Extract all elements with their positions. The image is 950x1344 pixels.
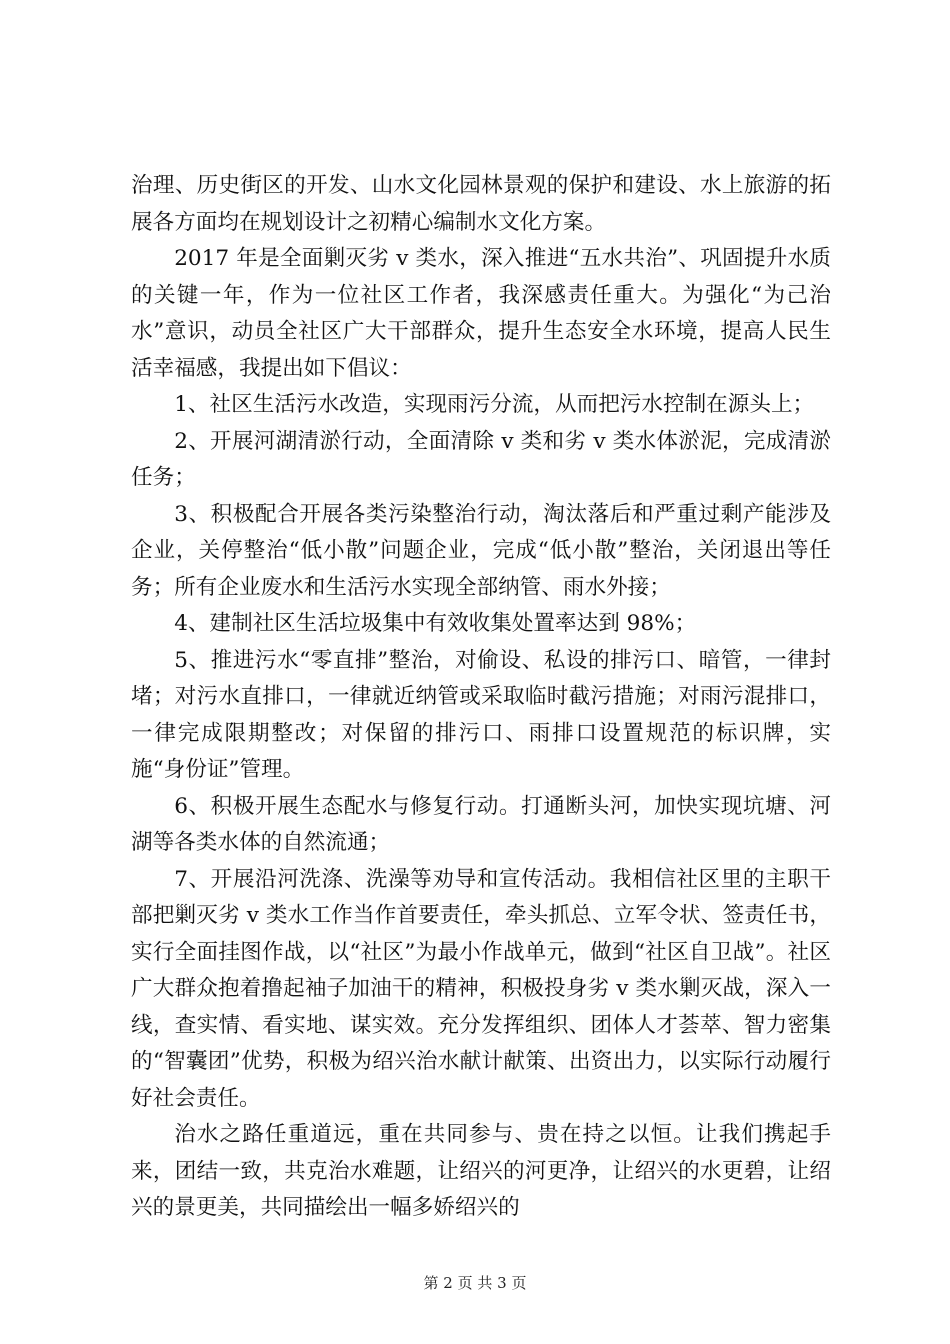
paragraph: 2017 年是全面剿灭劣 v 类水，深入推进“五水共治”、巩固提升水质的关键一年，作为一位社区工作者，我深感责任重大。为强化“为己治水”意识，动员全社区广大干部群众，提升生态安全水环境，提高人民生活幸福感，我提出如下倡议： bbox=[131, 246, 831, 381]
list-item: 6、积极开展生态配水与修复行动。打通断头河，加快实现坑塘、河湖等各类水体的自然流通； bbox=[131, 793, 831, 855]
list-item: 7、开展沿河洗涤、洗澡等劝导和宣传活动。我相信社区里的主职干部把剿灭劣 v 类水工作当作首要责任，牵头抓总、立军令状、签责任书，实行全面挂图作战，以“社区”为最小作战单元，做到“社区自卫战”。社区广大群众抱着撸起袖子加油干的精神，积极投身劣 v 类水剿灭战，深入一线，查实情、看实地、谋实效。充分发挥组织、团体人才荟萃、智力密集的“智囊团”优势，积极为绍兴治水献计献策、出资出力，以实际行动履行好社会责任。 bbox=[131, 866, 831, 1111]
list-item: 4、建制社区生活垃圾集中有效收集处置率达到 98%； bbox=[174, 611, 697, 636]
list-item: 2、开展河湖清淤行动，全面清除 v 类和劣 v 类水体淤泥，完成清淤任务； bbox=[131, 428, 831, 490]
page-footer: 第 2 页 共 3 页 bbox=[423, 1274, 527, 1292]
list-item: 5、推进污水“零直排”整治，对偷设、私设的排污口、暗管，一律封堵；对污水直排口，一律就近纳管或采取临时截污措施；对雨污混排口，一律完成限期整改；对保留的排污口、雨排口设置规范的标识牌，实施“身份证”管理。 bbox=[131, 647, 831, 782]
list-item: 1、社区生活污水改造，实现雨污分流，从而把污水控制在源头上； bbox=[174, 392, 815, 417]
document-body bbox=[131, 168, 831, 1227]
paragraph: 治理、历史街区的开发、山水文化园林景观的保护和建设、水上旅游的拓展各方面均在规划设计之初精心编制水文化方案。 bbox=[131, 173, 831, 235]
paragraph: 治水之路任重道远，重在共同参与、贵在持之以恒。让我们携起手来，团结一致，共克治水难题，让绍兴的河更净，让绍兴的水更碧，让绍兴的景更美，共同描绘出一幅多娇绍兴的 bbox=[131, 1122, 831, 1220]
list-item: 3、积极配合开展各类污染整治行动，淘汰落后和严重过剩产能涉及企业，关停整治“低小散”问题企业，完成“低小散”整治，关闭退出等任务；所有企业废水和生活污水实现全部纳管、雨水外接； bbox=[131, 501, 831, 600]
